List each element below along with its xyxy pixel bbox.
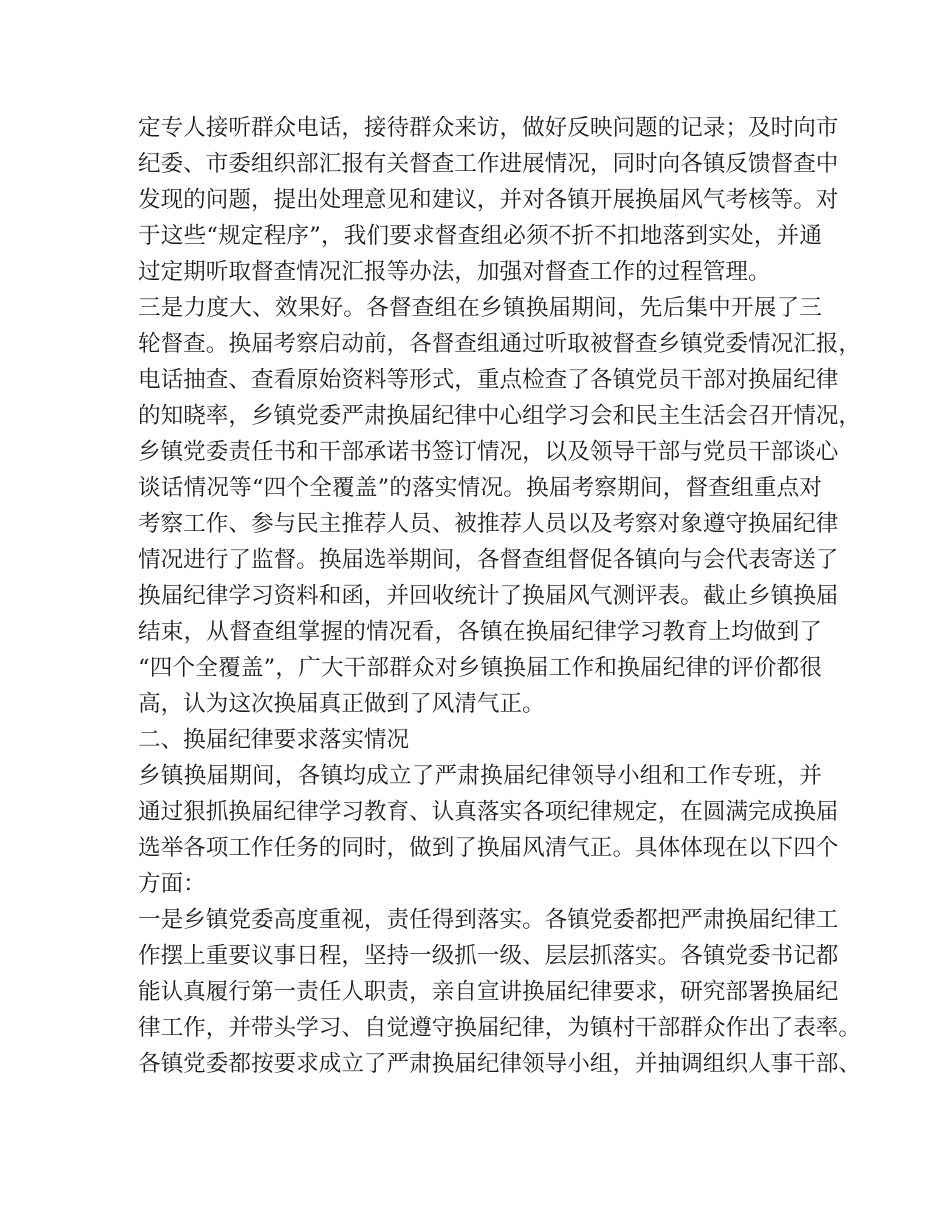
text-line: 于这些“规定程序”，我们要求督查组必须不折不扣地落到实处，并通 bbox=[138, 223, 822, 249]
text-line: 能认真履行第一责任人职责，亲自宣讲换届纪律要求，研究部署换届纪 bbox=[138, 979, 839, 1005]
text-line: 考察工作、参与民主推荐人员、被推荐人员以及考察对象遵守换届纪律 bbox=[138, 511, 839, 537]
text-line: 结束，从督查组掌握的情况看，各镇在换届纪律学习教育上均做到了 bbox=[138, 619, 822, 645]
section-heading: 二、换届纪律要求落实情况 bbox=[138, 727, 410, 753]
text-line: 高，认为这次换届真正做到了风清气正。 bbox=[138, 691, 545, 717]
text-line: 轮督查。换届考察启动前，各督查组通过听取被督查乡镇党委情况汇报， bbox=[138, 331, 861, 357]
document-body bbox=[138, 110, 861, 1082]
text-line: 乡镇党委责任书和干部承诺书签订情况，以及领导干部与党员干部谈心 bbox=[138, 439, 839, 465]
text-line: 定专人接听群众电话，接待群众来访，做好反映问题的记录；及时向市 bbox=[138, 115, 839, 141]
text-line: 律工作，并带头学习、自觉遵守换届纪律，为镇村干部群众作出了表率。 bbox=[138, 1015, 861, 1041]
text-line: 作摆上重要议事日程，坚持一级抓一级、层层抓落实。各镇党委书记都 bbox=[138, 943, 839, 969]
text-line: 谈话情况等“四个全覆盖”的落实情况。换届考察期间，督查组重点对 bbox=[138, 475, 822, 501]
text-line: 情况进行了监督。换届选举期间，各督查组督促各镇向与会代表寄送了 bbox=[138, 547, 839, 573]
text-line: 各镇党委都按要求成立了严肃换届纪律领导小组，并抽调组织人事干部、 bbox=[138, 1051, 861, 1077]
text-line: 换届纪律学习资料和函，并回收统计了换届风气测评表。截止乡镇换届 bbox=[138, 583, 839, 609]
text-line: 通过狠抓换届纪律学习教育、认真落实各项纪律规定，在圆满完成换届 bbox=[138, 799, 839, 825]
text-line: 乡镇换届期间，各镇均成立了严肃换届纪律领导小组和工作专班，并 bbox=[138, 763, 822, 789]
text-line: 选举各项工作任务的同时，做到了换届风清气正。具体体现在以下四个 bbox=[138, 835, 839, 861]
text-line: 一是乡镇党委高度重视，责任得到落实。各镇党委都把严肃换届纪律工 bbox=[138, 907, 839, 933]
text-line: 的知晓率，乡镇党委严肃换届纪律中心组学习会和民主生活会召开情况， bbox=[138, 403, 861, 429]
text-line: 发现的问题，提出处理意见和建议，并对各镇开展换届风气考核等。对 bbox=[138, 187, 839, 213]
text-line: 电话抽查、查看原始资料等形式，重点检查了各镇党员干部对换届纪律 bbox=[138, 367, 839, 393]
text-line: 纪委、市委组织部汇报有关督查工作进展情况，同时向各镇反馈督查中 bbox=[138, 151, 839, 177]
text-line: 三是力度大、效果好。各督查组在乡镇换届期间，先后集中开展了三 bbox=[138, 295, 822, 321]
text-line: 方面： bbox=[138, 871, 206, 897]
text-line: “四个全覆盖”，广大干部群众对乡镇换届工作和换届纪律的评价都很 bbox=[138, 655, 822, 681]
text-line: 过定期听取督查情况汇报等办法，加强对督查工作的过程管理。 bbox=[138, 259, 771, 285]
